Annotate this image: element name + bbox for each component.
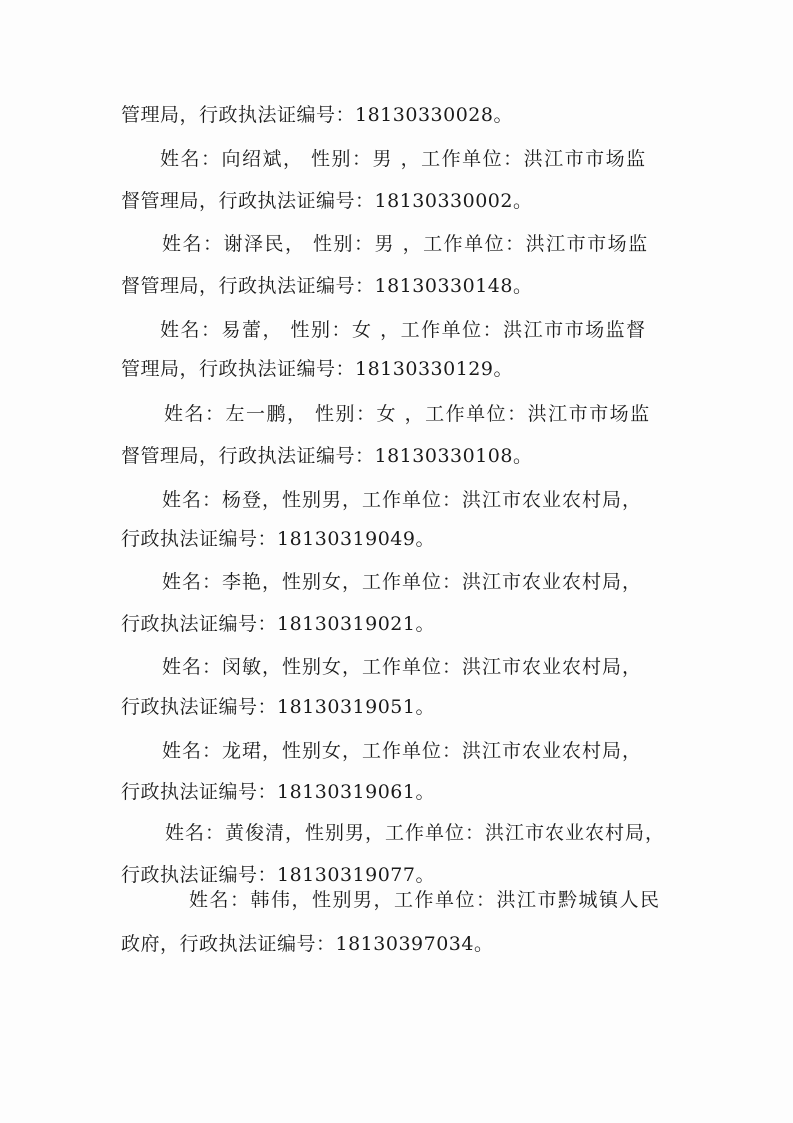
text-line-10: 姓名：杨登，性别男，工作单位：洪江市农业农村局， — [162, 489, 643, 511]
text-line-2: 姓名：向绍斌， 性别：男 ，工作单位：洪江市市场监 — [160, 148, 647, 170]
text-line-7: 管理局，行政执法证编号：18130330129。 — [121, 358, 513, 380]
text-line-20: 姓名：韩伟，性别男，工作单位：洪江市黔城镇人民 — [189, 889, 661, 911]
text-line-15: 行政执法证编号：18130319051。 — [121, 696, 435, 718]
text-line-3: 督管理局，行政执法证编号：18130330002。 — [121, 190, 533, 212]
text-line-21: 政府，行政执法证编号：18130397034。 — [121, 933, 494, 955]
text-line-8: 姓名：左一鹏， 性别：女 ，工作单位：洪江市市场监 — [164, 403, 651, 425]
text-line-19: 行政执法证编号：18130319077。 — [121, 864, 435, 886]
text-line-1: 管理局，行政执法证编号：18130330028。 — [121, 104, 513, 126]
text-line-9: 督管理局，行政执法证编号：18130330108。 — [121, 445, 533, 467]
text-line-16: 姓名：龙珺，性别女，工作单位：洪江市农业农村局， — [162, 740, 643, 762]
text-line-12: 姓名：李艳，性别女，工作单位：洪江市农业农村局， — [162, 571, 643, 593]
text-line-14: 姓名：闵敏，性别女，工作单位：洪江市农业农村局， — [162, 656, 643, 678]
text-line-4: 姓名：谢泽民， 性别：男 ，工作单位：洪江市市场监 — [162, 233, 649, 255]
text-line-6: 姓名：易蕾， 性别：女 ，工作单位：洪江市市场监督 — [160, 319, 647, 341]
text-line-18: 姓名：黄俊清，性别男，工作单位：洪江市农业农村局， — [165, 822, 666, 844]
text-line-11: 行政执法证编号：18130319049。 — [121, 528, 435, 550]
text-line-17: 行政执法证编号：18130319061。 — [121, 781, 435, 803]
text-line-13: 行政执法证编号：18130319021。 — [121, 613, 435, 635]
text-line-5: 督管理局，行政执法证编号：18130330148。 — [121, 275, 533, 297]
